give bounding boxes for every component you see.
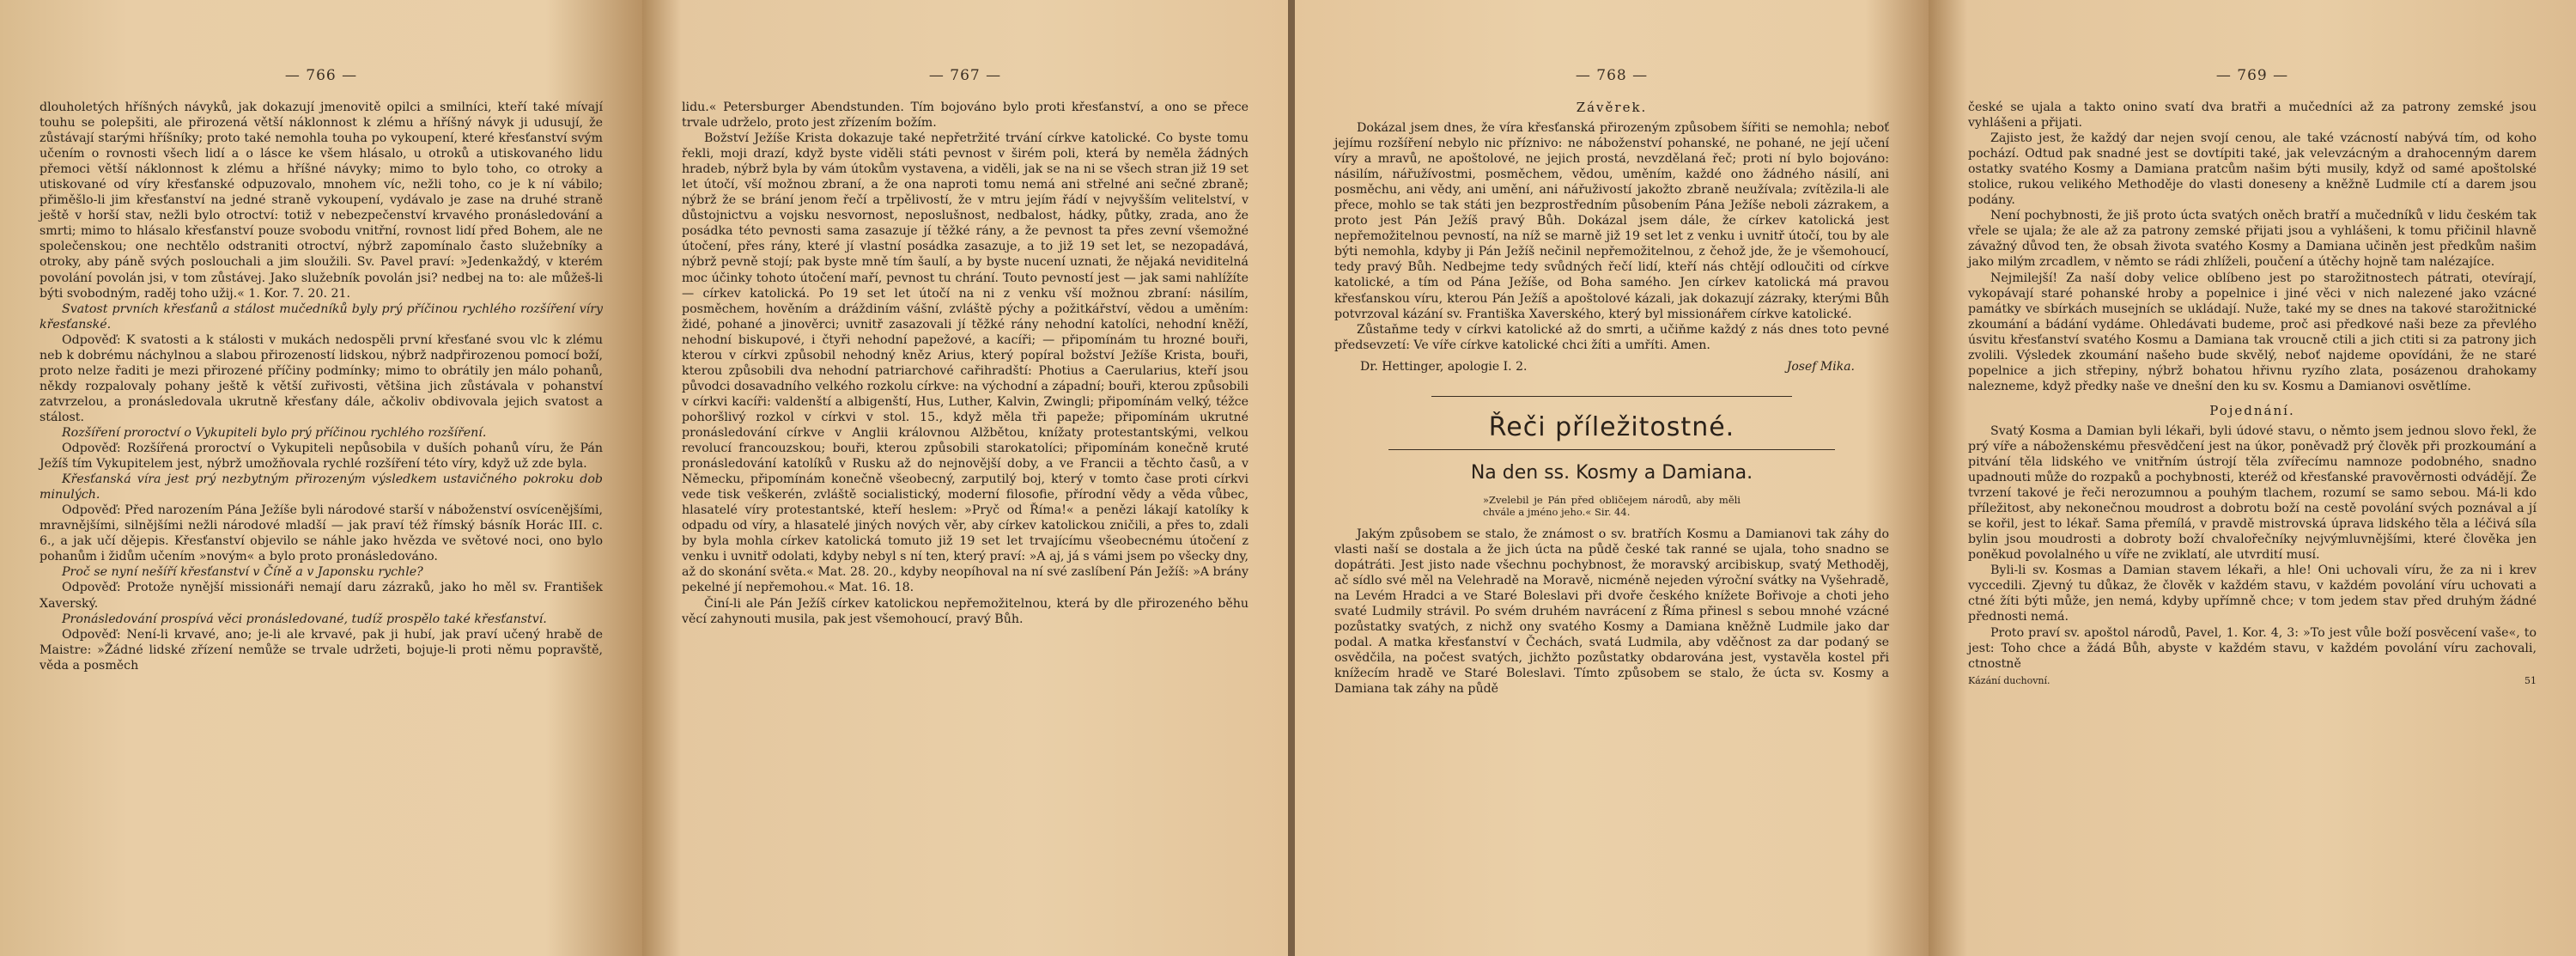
paragraph: české se ujala a takto onino svatí dva bratři a mučedníci až za patrony zemské jsou vyhlášeni a přijati. bbox=[1968, 100, 2537, 131]
paragraph: Pronásledování prospívá věci pronásledované, tudíž prospělo také křesťanství. bbox=[62, 612, 547, 626]
paragraph: Činí-li ale Pán Ježíš církev katolickou nepřemožitelnou, která by dle přirozeného běhu věcí zahynouti musila, pak jest všemohoucí, pravý Bůh. bbox=[682, 596, 1249, 626]
paragraph: Jakým způsobem se stalo, že známost o sv. bratřích Kosmu a Damianovi tak záhy do vlasti naší se dostala a že jich úcta na půdě české tak ranné se ujala, toho snadno se dopátráti. Jest jisto nade všechnu pochybnost, že moravský arcibiskup, svatý Methoděj, ač sídlo své měl na Velehradě na Moravě, nicméně nejeden výroční svátky na Vyšehradě, na Levém Hradci a ve Staré Boleslavi při dvoře českého knížete Bořivoje a choti jeho svaté Ludmily strávil. Po svém druhém navrácení z Říma přinesl s sebou mnohé vzácné pozůstatky svatých, z nichž ony svatého Kosmy a Damiana kněžně Ludmile jako dar podal. A matka křesťanství v Čechách, svatá Ludmila, aby vděčnost za dar podaný se osvědčila, na počest svatých, jichžto pozůstatky obdarována jest, vystavěla kostel při knížecím hradě ve Staré Boleslavi. Tímto způsobem se stalo, že úcta sv. Kosmy a Damiana tak záhy na půdě bbox=[1334, 527, 1889, 697]
page-767 bbox=[642, 0, 1288, 956]
paragraph: Zůstaňme tedy v církvi katolické až do smrti, a učiňme každý z nás dnes toto pevné předsevzetí: Ve víře církve katolické chci žíti a umříti. Amen. bbox=[1334, 322, 1889, 352]
sheet-number: 51 bbox=[2524, 674, 2537, 686]
paragraph: Byli-li sv. Kosmas a Damian stavem lékaři, a hle! Oni uchovali víru, že za ni i krev vyccedili. Zjevný tu důkaz, že člověk v každém stavu, v každém povolání víru uchovati a ctné žíti býti může, jen nemá, kdyby upřímně chce; v tom jedem stav před druhým žádné přednosti nemá. bbox=[1968, 563, 2537, 624]
page-766 bbox=[0, 0, 642, 956]
book-spread-gap bbox=[1288, 0, 1295, 956]
paragraph: Odpověď: Rozšířená proroctví o Vykupiteli nepůsobila v duších pohanů víru, že Pán Ježíš tím Vykupitelem jest, nýbrž umožňovala rychlé rozšíření této víry, když už zde byla. bbox=[39, 441, 603, 472]
paragraph: Odpověď: Před narozením Pána Ježíše byli národové starší v náboženství osvícenějšími, mravnějšími, silnějšími nežli národové mladší — jak praví též římský básník Horác III. c. 6., a jak učí dějepis. Křesťanství objevilo se náhle jako hvězda ve světové noci, ono bylo pohanům i židům učením »novým« a bylo proto pronásledováno. bbox=[39, 503, 603, 564]
citation: Dr. Hettinger, apologie I. 2. bbox=[1360, 359, 1528, 374]
paragraph: lidu.« Petersburger Abendstunden. Tím bojováno bylo proti křesťanství, a ono se přece trvale udrželo, proto jest zřízením božím. bbox=[682, 100, 1249, 131]
paragraph: Zajisto jest, že každý dar nejen svojí cenou, ale také vzácností nabývá tím, od koho pochází. Odtud pak snadné jest se dovtípiti také, jak velevzácným a drahocenným darem ostatky svatého Kosmy a Damiana pratcům našim býti musily, když od samé apoštolské stolice, rukou velikého Methoděje do vlasti doneseny a kněžně Ludmile ctí a darem jsou podány. bbox=[1968, 131, 2537, 208]
paragraph: Svatost prvních křesťanů a stálost mučedníků byly prý příčinou rychlého rozšíření víry křesťanské. bbox=[39, 301, 603, 332]
page-text bbox=[682, 100, 1249, 627]
signature-mark: Kázání duchovní. bbox=[1968, 674, 2050, 686]
page-text bbox=[39, 100, 603, 673]
page-text bbox=[1968, 423, 2537, 672]
page-768 bbox=[1295, 0, 1929, 956]
epigraph: »Zvelebil je Pán před obličejem národů, aby měli chvále a jméno jeho.« Sir. 44. bbox=[1483, 493, 1741, 518]
paragraph: Božství Ježíše Krista dokazuje také nepřetržité trvání církve katolické. Co bystе tomu řekli, moji drazí, když byste viděli státi pevnost v širém poli, která by neměla žádných hradeb, nýbrž byla by vám útokům vystavena, a viděli, jak se na ni se všech stran již 19 set let útočí, vší možnou zbraní, a že ona naproti tomu nemá ani střelné ani sečné zbraně; nýbrž že se brání jenom řečí a trpělivostí, že v mtru jejím řádí v nejvyšším velitelství, v důstojnictvu a vojsku nesvornost, neposlušnost, nedbalost, hádky, půtky, zrada, ano že posádka této pevnosti sama zasazuje jí těžké rány, a že pevnost ta přes zevní všemožné útočení, přes rány, které jí vlastní posádka zasazuje, a to již 19 set let, se nezopadává, nýbrž pevně stojí; pak byste mně tím šaulí, a by byste nucení uznati, že nějaká neviditelná moc účinky tohoto útočení maří, pevnost tu chrání. Touto pevností jest — jak sami nahlížíte — církev katolická. Po 19 set let útočí na ni z venku vší možnou zbraní: násilím, posměchem, hověním a dráždiním vášní, zvláště pýchy a požitkářství, vědou a uměním: židé, pohané a jinověrci; uvnitř zasazovali jí těžké rány nehodní katolíci, nehodní kněží, nehodní biskupové, i čtyři nehodní papežové, a kacíři; — připomínám tu hrozné bouři, kterou v církvi způsobil nehodný kněz Arius, který popíral božství Ježíše Krista, bouři, kterou způsobili dva nehodní patriarchové cařihradští: Photius a Caerularius, kteří jsou původci dosavadního velkého rozkolu církve: na východní a západní; bouři, kterou způsobili v církvi kacíři: valdenští a albigenští, Hus, Luther, Kalvin, Zwingli; připomínám velký, téžce pohoršlivý rozkol v církvi v stol. 15., když měla tři papeže; připomínám ukrutné pronásledování církve v Anglii královnou Alžbětou, knížaty protestantskými, velkou revolucí francouzskou; bouři, kterou způsobili starokatolíci; připomínám konečně kruté pronásledování katolíků v Rusku až do nejnovější doby, a ve Francii a těchto časů, a v Německu, připomínám konečně všeobecný, zarputilý boj, který v tomto čase proti církvi vede tisk veškerén, zvláště socialistický, moderní filosofie, přírodní vědy a věda vůbec, hlasatelé víry protestantské, kteří heslem: »Pryč od Říma!« a penězi lákají katolíky k odpadu od víry, a hlasatelé jiných nových věr, aby církev katolickou zničili, a přes to, zdali by byla mohla církev katolická tomuto již 19 set let trvajícímu všeobecnému útočení z venku i uvnitř odolati, kdyby nebyl s ní ten, který praví: »A aj, já s vámi jsem po všecky dny, až do skonání světa.« Mat. 28. 20., kdyby neopíhoval na ní své zaslíbení Pán Ježíš: »A brány pekelné jí nepřemohou.« Mat. 16. 18. bbox=[682, 131, 1249, 595]
paragraph: dlouholetých hříšných návyků, jak dokazují jmenovitě opilci a smilníci, kteří také mívají touhu se polepšiti, ale přirozená větší náklonnost k zlému a hříšný návyk ji udusují, že zůstávají starými hříšníky; proto také nemohla touha po vykoupení, které křesťanství svým učením o rovnosti všech lidí a o lásce ke všem hlásalo, u otroků a utiskovaného lidu přemoci větší náklonnost k zlému a hříšné návyky; mimo to bylo toho, co otroky a utiskované od víry křesťanské odpuzovalo, mnohem víc, nežli toho, co je k ní vábilo; přiměšlo-li jim křesťanství na jedné straně vykoupení, vydávalo je zase na druhé straně ještě v horší stav, nežli bylo otroctví: totiž v nebezpečenství krvavého pronásledování a smrti; mimo to hlásalo křesťanství pouze svobodu vnitřní, rovnost lidí před Bohem, ale ne společenskou; one nechtělo odstraniti otroctví, nýbrž zapomínalo často služebníky a otroky, aby páně svých poslouchali a jim sloužili. Sv. Pavel praví: »Jedenkaždý, v kterém povolání povolán jsi, v tom zůstávej. Jako služebník povolán jsi? nedbej na to: ale můžeš-li býti svobodným, raděj toho užij.« 1. Kor. 7. 20. 21. bbox=[39, 100, 603, 301]
page-number: — 769 — bbox=[2215, 67, 2289, 84]
divider bbox=[1388, 449, 1835, 450]
page-footer bbox=[1968, 675, 2537, 686]
page-769 bbox=[1929, 0, 2576, 956]
paragraph: Svatý Kosma a Damian byli lékaři, byli údové stavu, o němto jsem jednou slovo řekl, že prý víře a náboženskému přesvědčení jest na úkor, poněvadž prý člověk při prozkoumání a pitvání těla lidského ve vnitřním ústrojí těla zvířecímu namnoze podobného, snadno upadnouti může do rozpaků a pochybnosti, kteréž od křesťanské pravověrnosti odvádějí. Že tvrzení takové je řeči nerozumnou a pouhým tlachem, rozumí se samo sebou. Má-li kdo příležitost, aby nekonečnou moudrost a dobrotu boží na cestě povolání svých poznával a jí se kořil, jest to lékař. Sama přemílá, v pravdě mistrovská úprava lidského těla a léčivá síla bylin jsou moudrosti a dobroty boží chvalořečníky nejvýmluvnějšími, které člověka jen poněkud povolalného u víře ne zviklatí, ale utvrdití musí. bbox=[1968, 423, 2537, 563]
paragraph: Proto praví sv. apoštol národů, Pavel, 1. Kor. 4, 3: »To jest vůle boží posvěcení vaše«, to jest: Toho chce a žádá Bůh, abyste v každém stavu, v každém povolání víru zachovali, ctnostně bbox=[1968, 625, 2537, 671]
author: Josef Mika. bbox=[1786, 359, 1855, 374]
section-title: Řeči příležitostné. bbox=[1488, 411, 1735, 442]
section-heading: Pojednání. bbox=[2209, 402, 2295, 418]
paragraph: Odpověď: Není-li krvavé, ano; je-li ale krvavé, pak ji hubí, jak praví učený hrabě de Maistre: »Žádné lidské zřízení nemůže se trvale udržeti, bojuje-li proti němu popravště, věda a posměch bbox=[39, 627, 603, 673]
page-number: — 768 — bbox=[1575, 67, 1649, 84]
divider bbox=[1431, 396, 1792, 397]
paragraph: Odpověď: K svatosti a k stálosti v mukách nedospěli první křesťané svou vlc k zlému neb k dobrému náchylnou a slabou přirozeností lidskou, nýbrž nadpřirozenou pomocí boží, proto nelze řaditi je mezi přirozené příčiny podmínky; mimo to obrátily jen málo pohanů, někdy rozpalovaly pohany ještě k větší zuřivosti, většina jich zůstávala v pohanství zatvrzelou, a pronásledovala ukrutně křesťany dále, ačkoliv obdivovala jejich svatost a stálost. bbox=[39, 332, 603, 424]
paragraph: Proč se nyní nešíří křesťanství v Číně a v Japonsku rychle? bbox=[62, 565, 423, 580]
paragraph: Dokázal jsem dnes, že víra křesťanská přirozeným způsobem šířiti se nemohla; neboť jejímu rozšíření nebylo nic příznivo: ne náboženství pohanské, ne pohané, ne její učení víry a mravů, ne apoštolové, ne jejich prostá, nevzdělaná řeč; proti ní bylo bojováno: násilím, nářužívostmi, posměchem, vědou, uměním, každé ono žádného násilí, ani posměchu, ani vědy, ani umění, ani nářuživostí jakožto zbraně neužívala; zvítězila-li ale přece, mohlo se tak státi jen bezprostředním působením Pána Ježíše neboli zázrakem, a proto jest Pán Ježíš pravý Bůh. Dokázal jsem dále, že církev katolická jest nepřemožitelnou pevností, na níž se marně již 19 set let z venku i uvnitř útočí, tou by ale býti nemohla, kdyby ji Pán Ježíš nečinil nepřemožitelnou, z čehož jde, že je všemohoucí, tedy pravý Bůh. Nedbejme tedy svůdných řečí lidí, kteří nás chtějí odloučiti od církve katolické, a tím od Pána Ježíše, od Boha samého. Jen církev katolická má pravou křesťanskou víru, kterou Pán Ježíš a apoštolové kázali, jak dokazují zázraky, kterými Bůh potvrzoval kázání sv. Františka Xaverského, který byl missionářem církve katolické. bbox=[1334, 121, 1889, 321]
paragraph: Nejmilejší! Za naší doby velice oblíbeno jest po starožitnostech pátrati, otevírají, vykopávají staré pohanské hroby a popelnice i jiné věci v nich nalezené jako vzácné památky ve sbírkách musejních se ukládají. Nuže, také my se dnes na takové starožitnické zkoumání a bádání vydáme. Ohledávati budeme, proč asi předkové naši beze za převlého úsvitu křesťanství svatého Kosmu a Damiana tak vroucně ctili a jich ctiti si za patrony jich zvolili. Výsledek zkoumání našeho bude skvělý, neboť najdeme opovídáni, že ne staré popelnice a jich střepiny, nýbrž bohatou hřivnu ryzího zlata, posázenou drahokamy nalezneme, když předky naše ve dnešní den ku sv. Kosmu a Damianovi osvětlíme. bbox=[1968, 271, 2537, 393]
section-heading: Závěrek. bbox=[1576, 100, 1648, 115]
page-number: — 767 — bbox=[928, 67, 1002, 84]
page-text bbox=[1968, 100, 2537, 394]
page-text bbox=[1334, 120, 1889, 353]
signature-line bbox=[1360, 360, 1889, 374]
paragraph: Není pochybnosti, že jiš proto úcta svatých oněch bratří a mučedníků v lidu českém tak vřele se ujala; že ale až za patrony zemské přijati jsou a vyhlášeni, k tomu přičinil hlavně závažný důvod ten, že obsah života svatého Kosmy a Damiana učiněn jest předkům našim jako milým zrcadlem, v němto se rádi zhlíželi, poučení a útěchy hojně tam nalézajíce. bbox=[1968, 209, 2537, 270]
paragraph: Rozšíření proroctví o Vykupiteli bylo prý příčinou rychlého rozšíření. bbox=[62, 425, 487, 440]
sermon-title: Na den ss. Kosmy a Damiana. bbox=[1470, 461, 1753, 484]
paragraph: Křesťanská víra jest prý nezbytným přirozeným výsledkem ustavičného pokroku dob minulých. bbox=[39, 472, 603, 502]
paragraph: Odpověď: Protože nynější missionáři nemají daru zázraků, jako ho měl sv. František Xaverský. bbox=[39, 581, 603, 611]
page-text bbox=[1334, 527, 1889, 697]
page-number: — 766 — bbox=[284, 67, 358, 84]
